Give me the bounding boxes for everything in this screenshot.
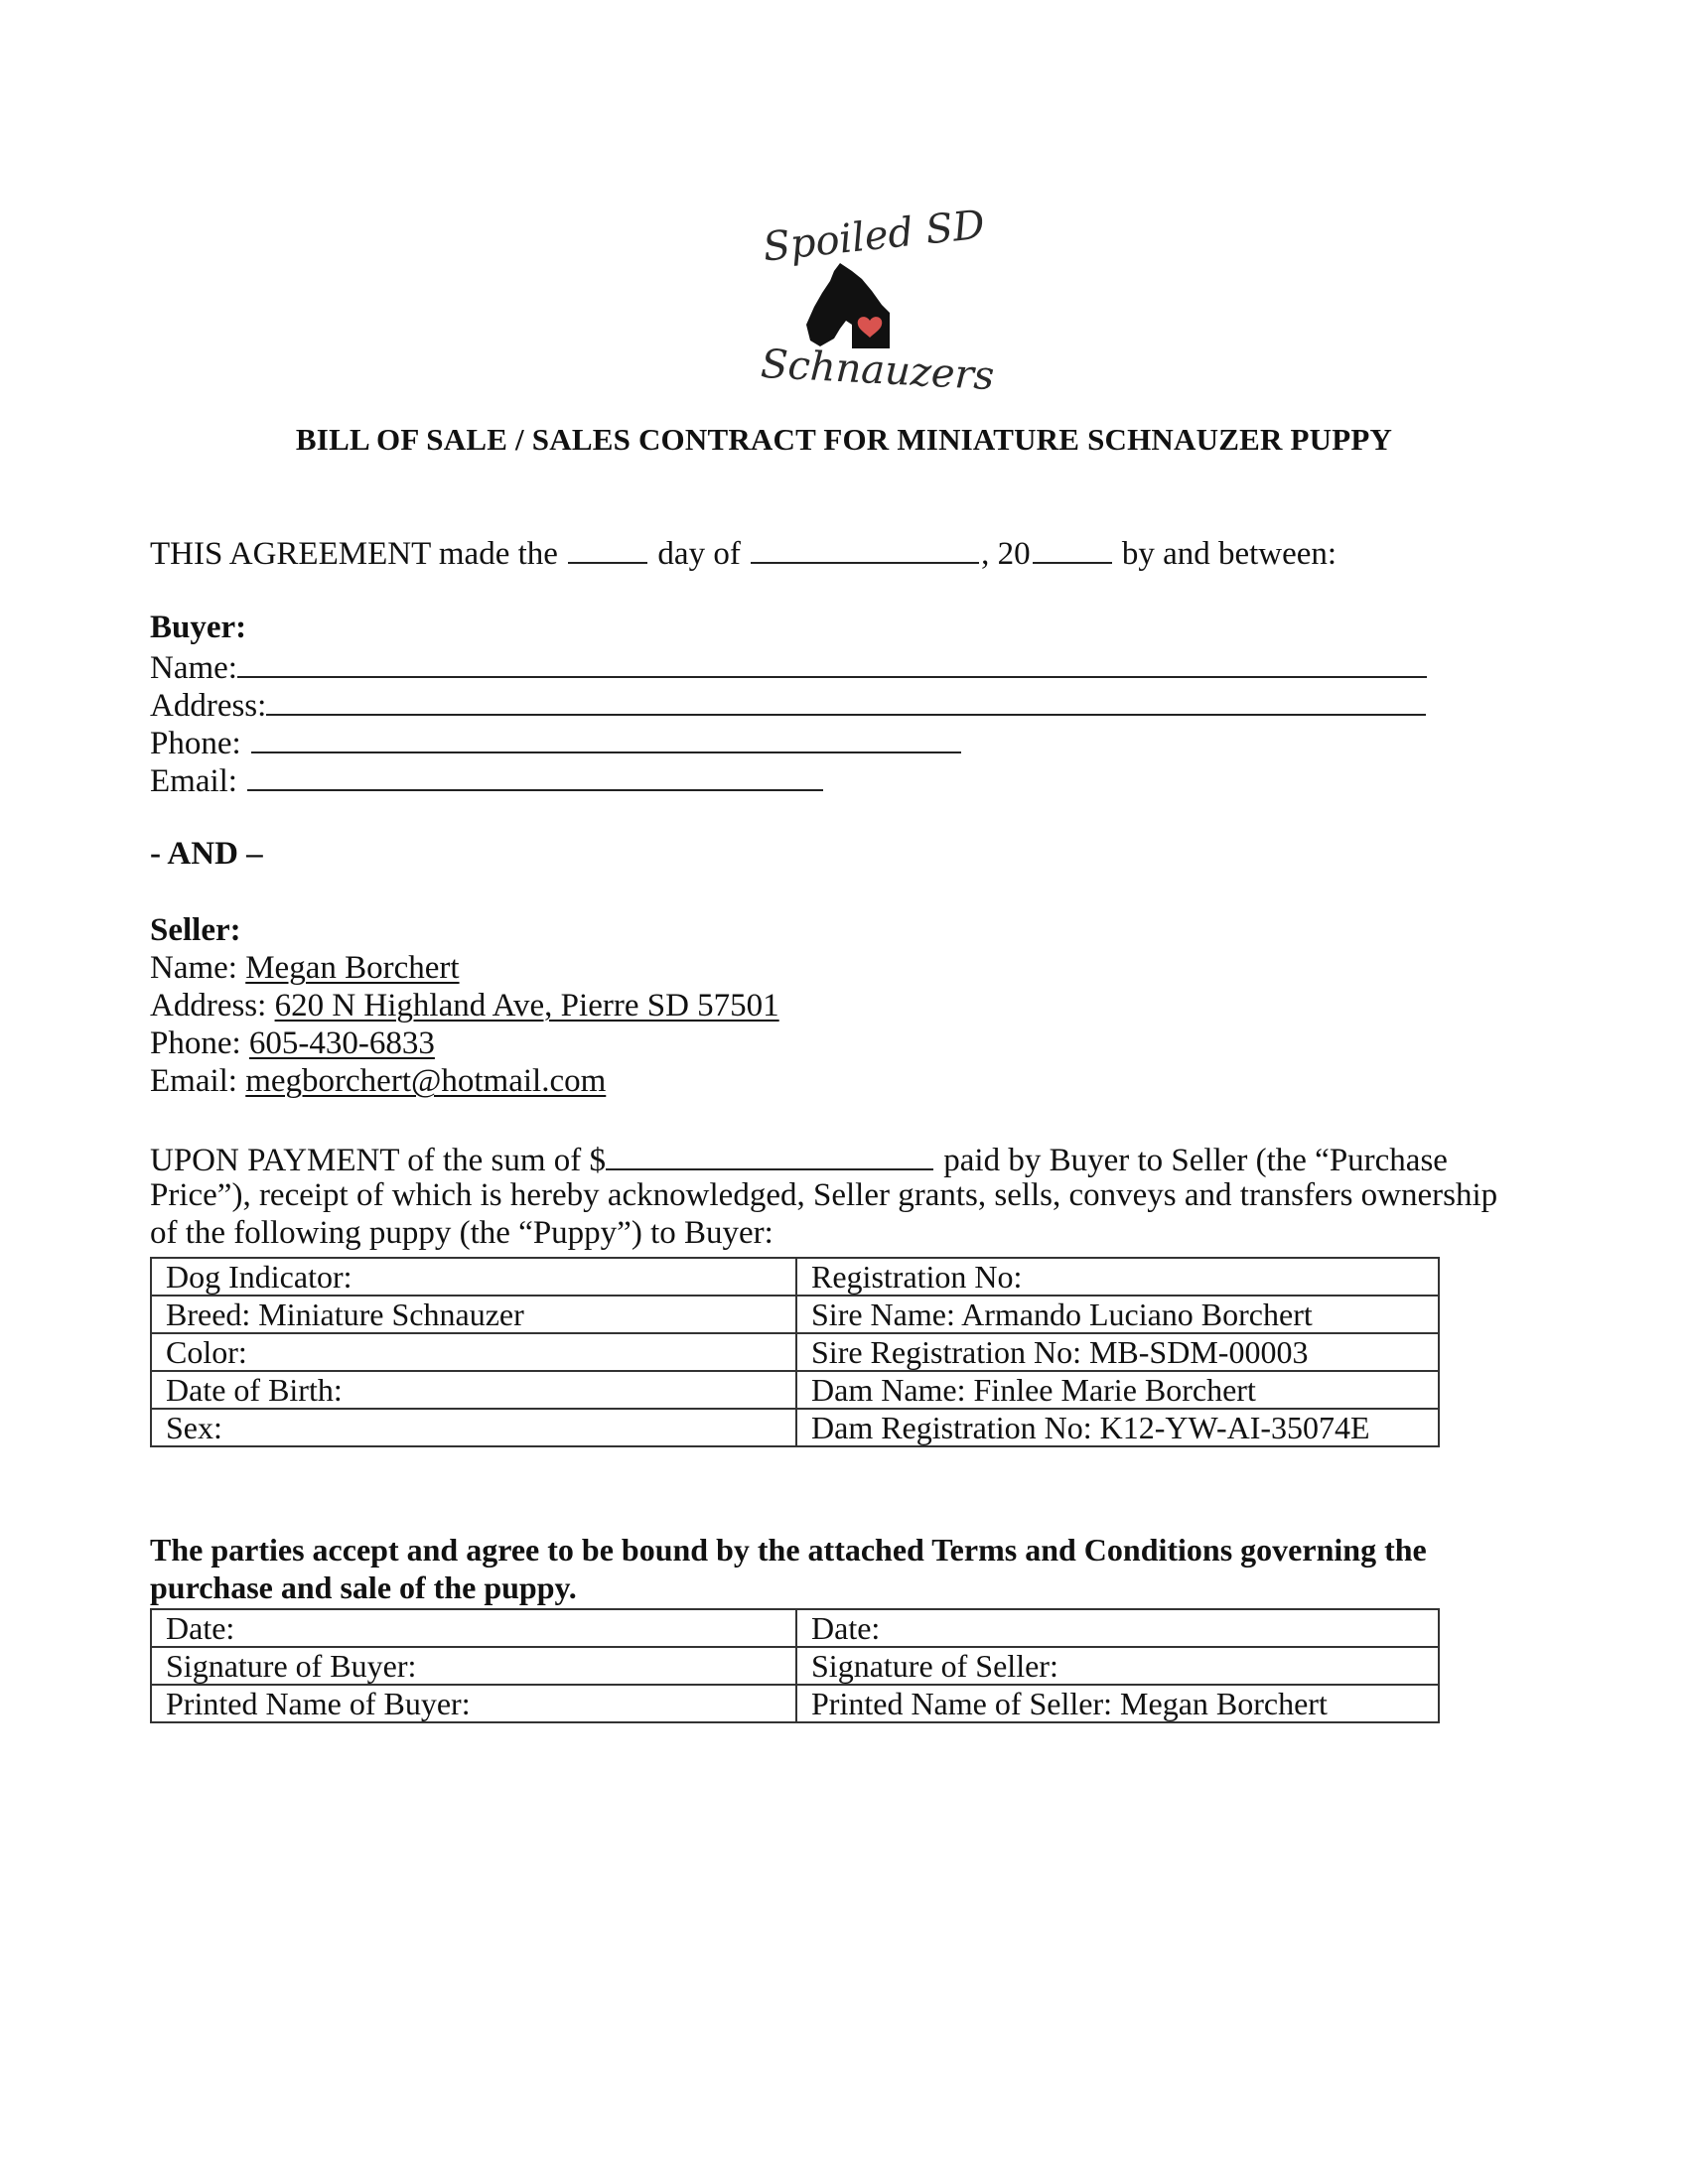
table-row: [151, 1685, 1439, 1722]
agreement-statement-line-2: purchase and sale of the puppy.: [150, 1570, 577, 1605]
date-of-birth-cell[interactable]: Date of Birth:: [151, 1371, 796, 1409]
seller-email-label: Email:: [150, 1063, 237, 1099]
registration-no-cell[interactable]: Registration No:: [796, 1258, 1439, 1296]
buyer-address-row: [150, 684, 1428, 725]
seller-address-row: [150, 987, 779, 1024]
sex-cell[interactable]: Sex:: [151, 1409, 796, 1446]
seller-heading: Seller:: [150, 912, 241, 948]
seller-name-value: Megan Borchert: [245, 950, 460, 986]
color-cell[interactable]: Color:: [151, 1333, 796, 1371]
seller-phone-row: [150, 1024, 435, 1062]
logo-bottom-text: Schnauzers: [759, 341, 996, 400]
agreement-statement-line-1: The parties accept and agree to be bound by the attached Terms and Conditions governing the: [150, 1532, 1427, 1568]
buyer-phone-field[interactable]: [251, 722, 961, 753]
payment-line-2: Price”), receipt of which is hereby acknowledged, Seller grants, sells, conveys and transfers ownership: [150, 1177, 1498, 1213]
payment-suffix: paid by Buyer to Seller (the “Purchase: [943, 1143, 1448, 1178]
seller-name-label: Name:: [150, 950, 237, 986]
schnauzer-head-icon: [800, 261, 910, 350]
seller-date-cell[interactable]: Date:: [796, 1609, 1439, 1647]
table-row: [151, 1333, 1439, 1371]
company-logo: [753, 202, 996, 402]
breed-cell: Breed: Miniature Schnauzer: [151, 1296, 796, 1333]
and-separator: - AND –: [150, 836, 263, 872]
logo-top-text: Spoiled SD: [761, 202, 987, 271]
sire-name-cell: Sire Name: Armando Luciano Borchert: [796, 1296, 1439, 1333]
table-row: [151, 1296, 1439, 1333]
payment-line-1: [150, 1139, 1448, 1179]
year-blank[interactable]: [1033, 532, 1112, 564]
month-blank[interactable]: [751, 532, 979, 564]
table-row: [151, 1647, 1439, 1685]
buyer-email-label: Email:: [150, 763, 237, 799]
buyer-signature-cell[interactable]: Signature of Buyer:: [151, 1647, 796, 1685]
buyer-date-cell[interactable]: Date:: [151, 1609, 796, 1647]
seller-address-label: Address:: [150, 988, 267, 1024]
purchase-price-field[interactable]: [606, 1139, 933, 1170]
buyer-name-row: [150, 646, 1429, 687]
table-row: [151, 1371, 1439, 1409]
signature-table: [150, 1608, 1440, 1723]
payment-prefix: UPON PAYMENT of the sum of $: [150, 1143, 607, 1178]
table-row: [151, 1609, 1439, 1647]
buyer-address-label: Address:: [150, 688, 267, 724]
dog-indicator-cell[interactable]: Dog Indicator:: [151, 1258, 796, 1296]
buyer-phone-row: [150, 722, 963, 762]
table-row: [151, 1258, 1439, 1296]
page-title: BILL OF SALE / SALES CONTRACT FOR MINIATURE SCHNAUZER PUPPY: [295, 422, 1393, 457]
buyer-address-field[interactable]: [266, 684, 1426, 716]
seller-address-value: 620 N Highland Ave, Pierre SD 57501: [274, 988, 779, 1024]
buyer-printed-name-cell[interactable]: Printed Name of Buyer:: [151, 1685, 796, 1722]
dam-registration-cell: Dam Registration No: K12-YW-AI-35074E: [796, 1409, 1439, 1446]
buyer-email-field[interactable]: [247, 759, 823, 791]
buyer-heading: Buyer:: [150, 610, 247, 645]
seller-phone-label: Phone:: [150, 1025, 241, 1061]
buyer-name-field[interactable]: [237, 646, 1427, 678]
seller-name-row: [150, 949, 460, 987]
dam-name-cell: Dam Name: Finlee Marie Borchert: [796, 1371, 1439, 1409]
payment-line-3: of the following puppy (the “Puppy”) to Buyer:: [150, 1215, 774, 1251]
seller-signature-cell[interactable]: Signature of Seller:: [796, 1647, 1439, 1685]
agreement-line: [150, 532, 1336, 573]
buyer-phone-label: Phone:: [150, 726, 241, 761]
seller-printed-name-cell: Printed Name of Seller: Megan Borchert: [796, 1685, 1439, 1722]
sire-registration-cell: Sire Registration No: MB-SDM-00003: [796, 1333, 1439, 1371]
seller-phone-value: 605-430-6833: [248, 1025, 435, 1061]
puppy-details-table: [150, 1257, 1440, 1447]
day-blank[interactable]: [568, 532, 647, 564]
agreement-year-prefix: , 20: [981, 536, 1031, 572]
table-row: [151, 1409, 1439, 1446]
agreement-day-of: day of: [657, 536, 741, 572]
agreement-prefix: THIS AGREEMENT made the: [150, 536, 558, 572]
seller-email-row: [150, 1062, 606, 1100]
seller-email-link[interactable]: megborchert@hotmail.com: [245, 1063, 607, 1099]
buyer-email-row: [150, 759, 825, 800]
agreement-suffix: by and between:: [1121, 536, 1337, 572]
buyer-name-label: Name:: [150, 650, 237, 686]
